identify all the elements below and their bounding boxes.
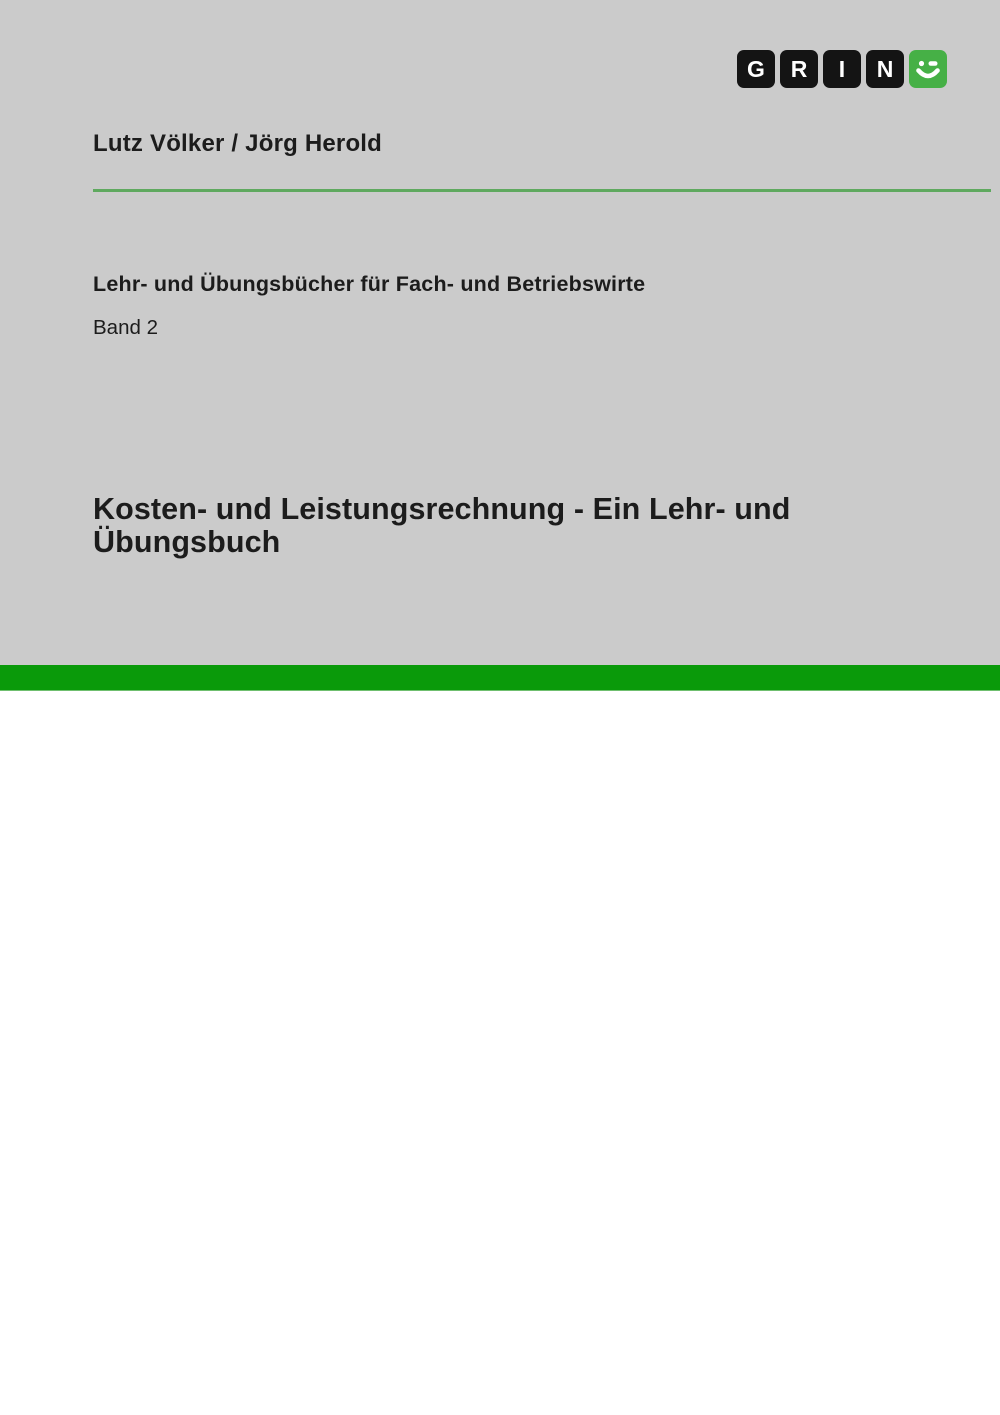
smiley-face-icon [909, 50, 947, 88]
logo-letter: R [790, 55, 808, 82]
green-divider-rule [93, 189, 991, 192]
cover-gray-panel [0, 0, 1000, 665]
grin-smiley-icon [909, 50, 947, 88]
logo-letter: G [747, 55, 765, 82]
grin-logo [737, 50, 947, 88]
volume-number: Band 2 [93, 316, 158, 339]
green-separator-bar [0, 665, 1000, 691]
author-names: Lutz Völker / Jörg Herold [93, 130, 383, 157]
logo-letter-tile [737, 50, 775, 88]
logo-letter-tile [823, 50, 861, 88]
series-title: Lehr- und Übungsbücher für Fach- und Betriebswirte [93, 272, 646, 296]
logo-letter: N [876, 55, 894, 82]
logo-letter: I [838, 55, 846, 82]
logo-letter-tile [866, 50, 904, 88]
logo-letter-tile [780, 50, 818, 88]
book-title: Kosten- und Leistungsrechnung - Ein Lehr- und Übungsbuch [93, 492, 791, 560]
